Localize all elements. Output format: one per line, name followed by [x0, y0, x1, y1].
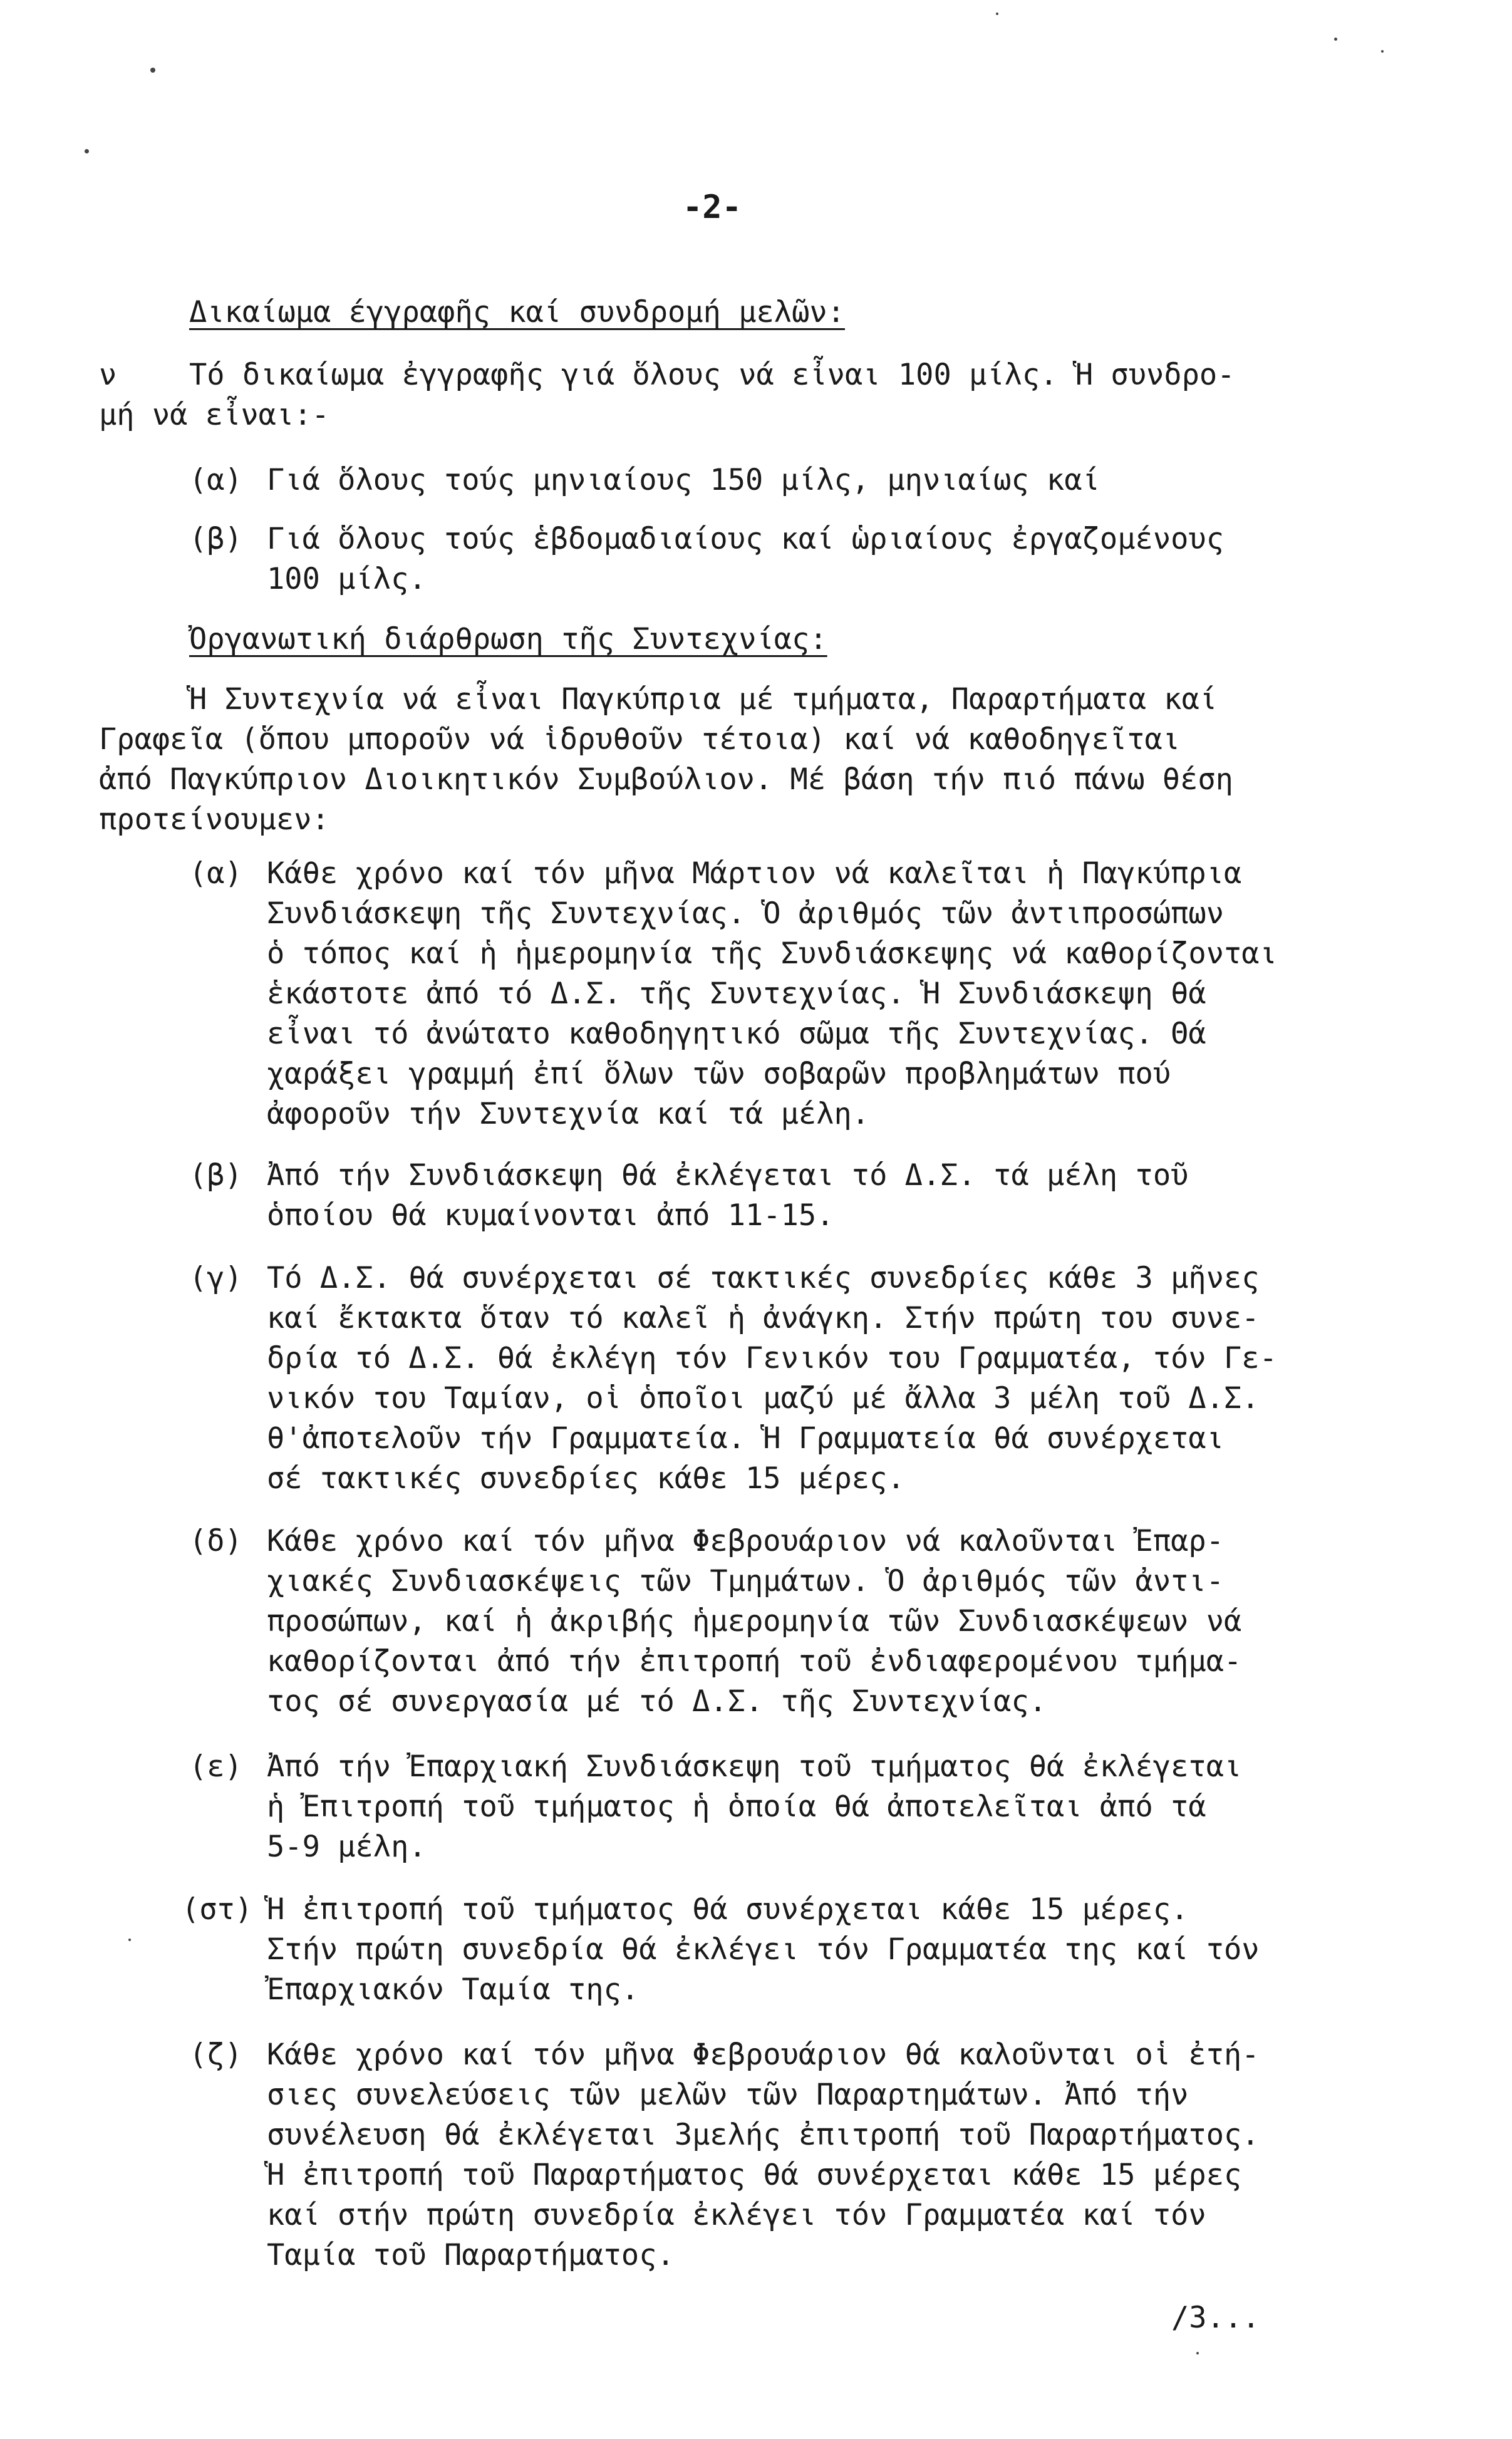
item-line: Γιά ὅλους τούς ἑβδομαδιαίους καί ὡριαίους ἐργαζομένους — [267, 522, 1225, 556]
item-line: ὁ τόπος καί ἡ ἡμερομηνία τῆς Συνδιάσκεψης νά καθορίζονται — [267, 936, 1277, 971]
item-line: Ἡ ἐπιτροπή τοῦ τμήματος θά συνέρχεται κάθε 15 μέρες. — [267, 1892, 1189, 1927]
paragraph-line: ἀπό Παγκύπριον Διοικητικόν Συμβούλιον. Μέ βάση τήν πιό πάνω θέση — [99, 762, 1233, 797]
page-number: -2- — [683, 189, 742, 226]
paragraph-line: Ἡ Συντεχνία νά εἶναι Παγκύπρια μέ τμήματα, Παραρτήματα καί — [189, 682, 1218, 717]
continuation-marker: /3... — [1171, 2301, 1260, 2335]
item-line: σιες συνελεύσεις τῶν μελῶν τῶν Παραρτημάτων. Ἀπό τήν — [267, 2078, 1189, 2112]
scan-speck — [128, 1939, 131, 1941]
item-marker: (β) — [189, 1158, 242, 1193]
paragraph-line: Γραφεῖα (ὅπου μποροῦν νά ἱδρυθοῦν τέτοια) καί νά καθοδηγεῖται — [99, 722, 1181, 757]
item-line: χαράξει γραμμή ἐπί ὅλων τῶν σοβαρῶν προβλημάτων πού — [267, 1057, 1171, 1091]
item-marker: (β) — [189, 522, 242, 556]
item-line: Ταμία τοῦ Παραρτήματος. — [267, 2238, 675, 2272]
paragraph-line: μή νά εἶναι:- — [99, 398, 329, 432]
paragraph-line: Τό δικαίωμα ἐγγραφῆς γιά ὅλους νά εἶναι 100 μίλς. Ἡ συνδρο- — [189, 358, 1235, 392]
item-line: Κάθε χρόνο καί τόν μῆνα Φεβρουάριον θά καλοῦνται οἱ ἐτή- — [267, 2038, 1260, 2072]
item-line: ἑκάστοτε ἀπό τό Δ.Σ. τῆς Συντεχνίας. Ἡ Συνδιάσκεψη θά — [267, 976, 1206, 1011]
scan-speck — [85, 149, 89, 153]
scan-speck — [1381, 50, 1384, 53]
scan-speck — [1334, 38, 1337, 41]
item-line: 5-9 μέλη. — [267, 1830, 427, 1864]
item-line: Τό Δ.Σ. θά συνέρχεται σέ τακτικές συνεδρίες κάθε 3 μῆνες — [267, 1261, 1260, 1295]
scan-speck — [1196, 2352, 1199, 2354]
item-marker: (α) — [189, 463, 242, 497]
paragraph-line: προτείνουμεν: — [99, 802, 329, 837]
section-heading-organization: Ὀργανωτική διάρθρωση τῆς Συντεχνίας: — [189, 622, 827, 656]
item-line: θ'ἀποτελοῦν τήν Γραμματεία. Ἡ Γραμματεία θά συνέρχεται — [267, 1421, 1225, 1456]
item-line: Ἀπό τήν Ἐπαρχιακή Συνδιάσκεψη τοῦ τμήματος θά ἐκλέγεται — [267, 1749, 1242, 1784]
item-line: Κάθε χρόνο καί τόν μῆνα Μάρτιον νά καλεῖται ἡ Παγκύπρια — [267, 856, 1242, 891]
item-line: σέ τακτικές συνεδρίες κάθε 15 μέρες. — [267, 1461, 905, 1496]
scan-speck — [150, 68, 155, 73]
item-line: συνέλευση θά ἐκλέγεται 3μελής ἐπιτροπή τοῦ Παραρτήματος. — [267, 2118, 1260, 2152]
item-marker: (στ) — [182, 1892, 253, 1927]
item-marker: (δ) — [189, 1524, 242, 1558]
item-line: ὁποίου θά κυμαίνονται ἀπό 11-15. — [267, 1198, 834, 1233]
item-line: Ἡ ἐπιτροπή τοῦ Παραρτήματος θά συνέρχεται κάθε 15 μέρες — [267, 2158, 1242, 2192]
item-line: τος σέ συνεργασία μέ τό Δ.Σ. τῆς Συντεχνίας. — [267, 1684, 1047, 1719]
item-line: καθορίζονται ἀπό τήν ἐπιτροπή τοῦ ἐνδιαφερομένου τμήμα- — [267, 1644, 1242, 1679]
item-marker: (ζ) — [189, 2038, 242, 2072]
item-line: δρία τό Δ.Σ. θά ἐκλέγη τόν Γενικόν του Γραμματέα, τόν Γε- — [267, 1341, 1277, 1375]
item-line: ἡ Ἐπιτροπή τοῦ τμήματος ἡ ὁποία θά ἀποτελεῖται ἀπό τά — [267, 1789, 1206, 1824]
item-line: Γιά ὅλους τούς μηνιαίους 150 μίλς, μηνιαίως καί — [267, 463, 1100, 497]
item-line: καί στήν πρώτη συνεδρία ἐκλέγει τόν Γραμματέα καί τόν — [267, 2198, 1206, 2232]
section-heading-registration: Δικαίωμα έγγραφῆς καί συνδρομή μελῶν: — [189, 295, 845, 329]
item-line: προσώπων, καί ἡ ἀκριβής ἡμερομηνία τῶν Συνδιασκέψεων νά — [267, 1604, 1242, 1639]
item-marker: (ε) — [189, 1749, 242, 1784]
item-line: Κάθε χρόνο καί τόν μῆνα Φεβρουάριον νά καλοῦνται Ἐπαρ- — [267, 1524, 1225, 1558]
item-line: ἀφοροῦν τήν Συντεχνία καί τά μέλη. — [267, 1097, 870, 1131]
item-line: χιακές Συνδιασκέψεις τῶν Τμημάτων. Ὁ ἀριθμός τῶν ἀντι- — [267, 1564, 1225, 1598]
item-line: Συνδιάσκεψη τῆς Συντεχνίας. Ὁ ἀριθμός τῶν ἀντιπροσώπων — [267, 896, 1225, 931]
item-line: καί ἔκτακτα ὅταν τό καλεῖ ἡ ἀνάγκη. Στήν πρώτη του συνε- — [267, 1301, 1260, 1335]
item-line: Στήν πρώτη συνεδρία θά ἐκλέγει τόν Γραμματέα της καί τόν — [267, 1932, 1260, 1967]
scan-speck — [996, 13, 998, 15]
item-line: Ἐπαρχιακόν Ταμία της. — [267, 1972, 639, 2007]
item-marker: (α) — [189, 856, 242, 891]
item-line: νικόν του Ταμίαν, οἱ ὁποῖοι μαζύ μέ ἄλλα 3 μέλη τοῦ Δ.Σ. — [267, 1381, 1260, 1416]
margin-mark: ν — [99, 358, 117, 392]
item-line: Ἀπό τήν Συνδιάσκεψη θά ἐκλέγεται τό Δ.Σ. τά μέλη τοῦ — [267, 1158, 1189, 1193]
item-line: εἶναι τό ἀνώτατο καθοδηγητικό σῶμα τῆς Συντεχνίας. Θά — [267, 1017, 1206, 1051]
item-line: 100 μίλς. — [267, 562, 427, 596]
item-marker: (γ) — [189, 1261, 242, 1295]
